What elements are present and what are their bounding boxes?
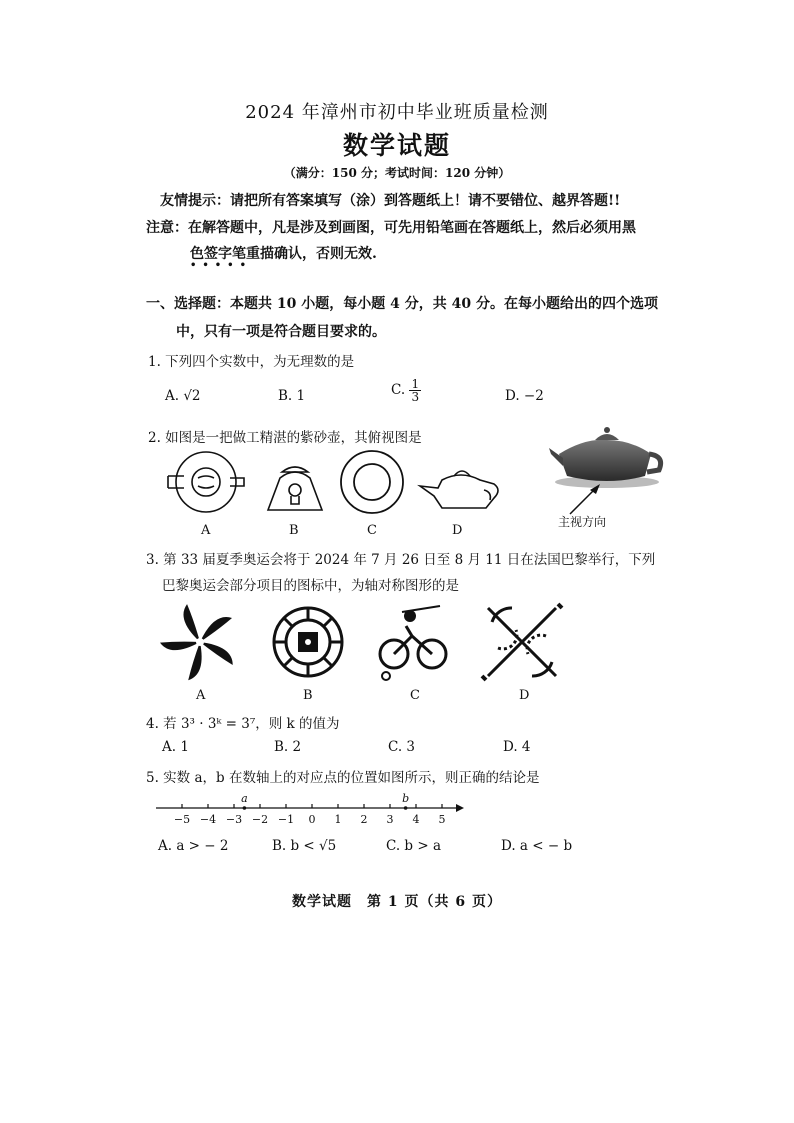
q1-c-numerator: 1	[411, 377, 420, 391]
q5-option-a: A. a > − 2	[158, 838, 229, 854]
exam-meta: （满分：150 分；考试时间：120 分钟）	[283, 166, 511, 180]
pinwheel-icon	[159, 604, 233, 681]
number-line-tick-label: −2	[251, 813, 269, 826]
q3-label-d: D	[519, 688, 530, 703]
number-line-tick-label: 5	[438, 813, 446, 826]
point-b-label: b	[402, 792, 410, 805]
photo-caption: 主视方向	[558, 515, 607, 529]
number-line-tick-label: −1	[277, 813, 295, 826]
q4-stem: 4. 若 3³ · 3ᵏ = 3⁷，则 k 的值为	[146, 716, 340, 732]
q4-option-a: A. 1	[162, 739, 189, 755]
q1-c-denominator: 3	[411, 390, 420, 404]
point-b-marker	[404, 806, 408, 810]
q1-option-c-prefix: C.	[391, 382, 406, 398]
view-a-icon	[168, 452, 244, 512]
point-a-marker	[243, 806, 247, 810]
note-line-2: 色签字笔重描确认，否则无效.	[190, 246, 377, 262]
emphasis-dots: •••••	[190, 260, 252, 271]
number-line-tick-label: 0	[308, 813, 316, 826]
q1-option-a: A. √2	[165, 388, 201, 404]
friendly-tip: 友情提示：请把所有答案填写（涂）到答题纸上！请不要错位、越界答题!!	[160, 193, 621, 209]
q4-option-d: D. 4	[503, 739, 531, 755]
number-line-tick-label: 4	[412, 813, 420, 826]
q5-stem: 5. 实数 a，b 在数轴上的对应点的位置如图所示，则正确的结论是	[146, 770, 540, 786]
teapot-photo	[545, 420, 665, 490]
number-line-tick-label: −3	[225, 813, 243, 826]
view-b-icon	[268, 467, 322, 510]
teapot-views-figure	[160, 450, 540, 522]
cyclist-icon	[380, 606, 446, 680]
section-heading-cont: 中，只有一项是符合题目要求的。	[176, 324, 386, 340]
view-d-icon	[420, 471, 498, 508]
q3-stem-line-2: 巴黎奥运会部分项目的图标中，为轴对称图形的是	[162, 578, 459, 594]
q3-stem-line-1: 3. 第 33 届夏季奥运会将于 2024 年 7 月 26 日至 8 月 11 日在法国巴黎举行，下列	[146, 552, 656, 568]
q4-option-b: B. 2	[274, 739, 302, 755]
fencing-icon	[482, 604, 562, 680]
note-line-1: 注意：在解答题中，凡是涉及到画图，可先用铅笔画在答题纸上，然后必须用黑	[146, 220, 636, 236]
q1-stem: 1. 下列四个实数中，为无理数的是	[148, 354, 355, 370]
point-a-label: a	[241, 792, 248, 805]
target-icon	[274, 608, 342, 676]
number-line-arrow	[456, 804, 464, 812]
q1-option-d: D. −2	[505, 388, 544, 404]
exam-title: 2024 年漳州市初中毕业班质量检测	[245, 102, 549, 123]
q1-option-c-fraction	[409, 378, 421, 403]
q2-label-c: C	[367, 523, 377, 538]
q1-option-c	[391, 378, 421, 403]
number-line-tick-label: 3	[386, 813, 394, 826]
olympic-icons-figure	[160, 602, 570, 682]
q3-label-a: A	[196, 688, 206, 703]
number-line-tick-label: 2	[360, 813, 368, 826]
q5-option-c: C. b > a	[386, 838, 442, 854]
subject-title: 数学试题	[342, 131, 451, 160]
q4-option-c: C. 3	[388, 739, 416, 755]
view-c-icon	[341, 451, 403, 513]
q3-label-b: B	[303, 688, 313, 703]
q5-option-b: B. b < √5	[272, 838, 337, 854]
q5-option-d: D. a < − b	[501, 838, 573, 854]
number-line-tick-label: −5	[173, 813, 191, 826]
q3-label-c: C	[410, 688, 420, 703]
q2-label-a: A	[201, 523, 211, 538]
q2-stem: 2. 如图是一把做工精湛的紫砂壶，其俯视图是	[148, 430, 422, 446]
q2-label-b: B	[289, 523, 299, 538]
number-line-tick-label: −4	[199, 813, 217, 826]
section-heading: 一、选择题：本题共 10 小题，每小题 4 分，共 40 分。在每小题给出的四个选项	[146, 296, 658, 312]
number-line-tick-label: 1	[334, 813, 342, 826]
q1-option-b: B. 1	[278, 388, 306, 404]
page-footer: 数学试题 第 1 页（共 6 页）	[292, 894, 502, 910]
q2-label-d: D	[452, 523, 463, 538]
number-line	[156, 790, 476, 830]
